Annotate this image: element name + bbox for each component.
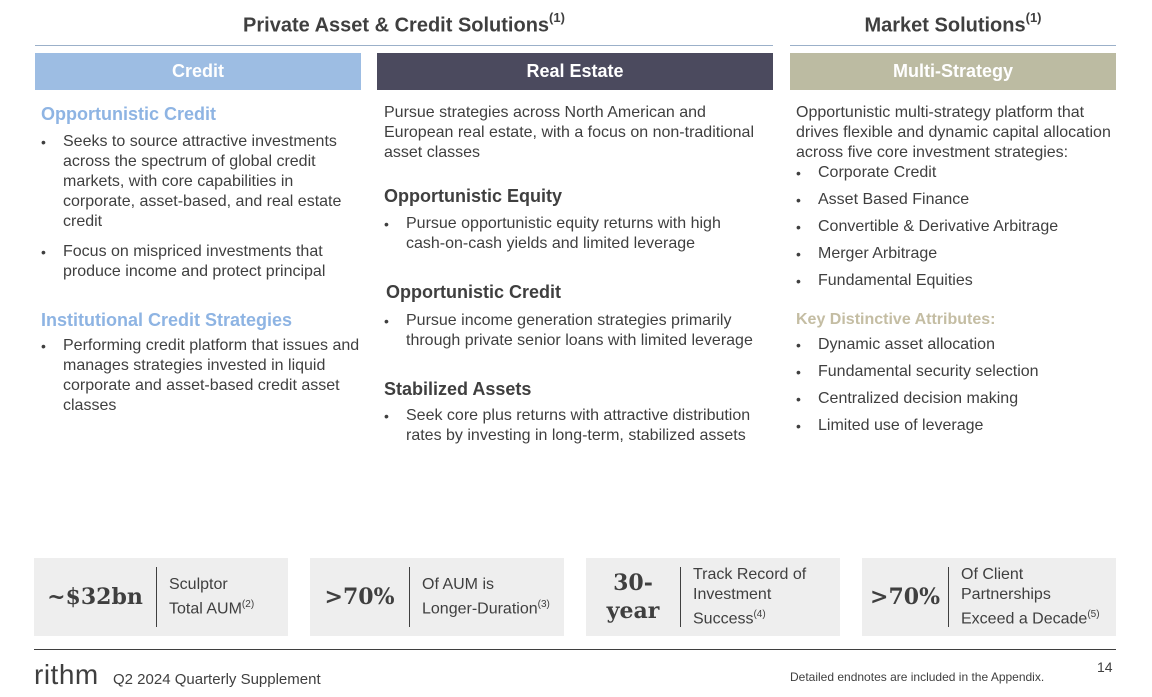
- stat-value: [586, 569, 680, 625]
- real-estate-header: Real Estate: [377, 53, 773, 90]
- stat-description: [410, 575, 550, 619]
- re-opportunistic-credit-title: Opportunistic Credit: [386, 282, 561, 302]
- market-section-title-text: Market Solutions: [864, 14, 1026, 37]
- private-section-rule: [35, 45, 773, 46]
- opportunistic-credit-title: Opportunistic Credit: [41, 104, 216, 124]
- list-item: • Merger Arbitrage: [796, 244, 1116, 264]
- private-section-note: (1): [549, 10, 565, 25]
- real-estate-column: [384, 103, 764, 446]
- list-item: • Corporate Credit: [796, 163, 1116, 183]
- stabilized-assets-list: [384, 406, 764, 446]
- market-section-title: [790, 12, 1116, 38]
- private-section-title: [35, 12, 773, 38]
- strategies-list: [796, 163, 1116, 291]
- stat-line: Partnerships: [961, 585, 1051, 603]
- stat-note: (4): [753, 608, 766, 620]
- stat-note: (5): [1087, 608, 1100, 620]
- multi-strategy-column: [796, 103, 1116, 436]
- stat-line: [961, 605, 1100, 629]
- stat-line: Investment: [693, 585, 772, 603]
- key-attributes-title: Key Distinctive Attributes:: [796, 311, 996, 328]
- opportunistic-equity-list: [384, 214, 764, 254]
- list-item: • Limited use of leverage: [796, 416, 1116, 436]
- list-item: • Asset Based Finance: [796, 190, 1116, 210]
- stat-line: Of Client: [961, 565, 1024, 583]
- stat-line-text: Success: [693, 610, 754, 628]
- list-item: • Performing credit platform that issues and manages strategies invested in liquid corporate and asset-based credit asset classes: [41, 336, 361, 416]
- stat-value: >70%: [324, 584, 395, 610]
- stat-description: [157, 575, 254, 619]
- stat-value-line: year: [606, 598, 660, 624]
- multi-strategy-intro: Opportunistic multi-strategy platform that drives flexible and dynamic capital allocation across five core investment strategies:: [796, 104, 1111, 161]
- multi-strategy-header: Multi-Strategy: [790, 53, 1116, 90]
- institutional-credit-list: [41, 336, 361, 416]
- list-item: • Pursue opportunistic equity returns with high cash-on-cash yields and limited leverage: [384, 214, 764, 254]
- stabilized-assets-title: Stabilized Assets: [384, 379, 532, 399]
- stat-line: [169, 595, 254, 619]
- market-section-note: (1): [1025, 10, 1042, 25]
- stat-line-text: Exceed a Decade: [961, 610, 1088, 628]
- stat-line-text: Total AUM: [169, 600, 242, 618]
- rithm-logo: rithm: [34, 659, 99, 690]
- list-item: • Fundamental Equities: [796, 271, 1116, 291]
- credit-header: Credit: [35, 53, 361, 90]
- opportunistic-equity-title: Opportunistic Equity: [384, 186, 562, 206]
- stat-box-duration: [310, 558, 564, 636]
- stat-note: (2): [241, 598, 255, 610]
- market-section-rule: [790, 45, 1116, 46]
- footer-rule: [34, 649, 1116, 650]
- list-item: • Convertible & Derivative Arbitrage: [796, 217, 1116, 237]
- stat-line-text: Longer-Duration: [422, 600, 538, 618]
- stat-description: [681, 565, 806, 629]
- re-opportunistic-credit-list: [384, 311, 764, 351]
- list-item: • Fundamental security selection: [796, 362, 1116, 382]
- institutional-credit-title: Institutional Credit Strategies: [41, 310, 293, 330]
- stat-value: ~$32bn: [47, 584, 143, 610]
- private-section-title-text: Private Asset & Credit Solutions: [243, 14, 550, 37]
- stat-description: [949, 565, 1100, 629]
- stat-line: Track Record of: [693, 565, 807, 583]
- stat-line: [693, 605, 806, 629]
- stat-line: Sculptor: [169, 575, 228, 593]
- list-item: • Focus on mispriced investments that produce income and protect principal: [41, 242, 361, 282]
- stat-line: Of AUM is: [422, 575, 495, 593]
- footer-endnote: Detailed endnotes are included in the Appendix.: [790, 670, 1045, 684]
- stat-box-aum: [34, 558, 288, 636]
- stat-note: (3): [537, 598, 550, 610]
- stat-value: >70%: [870, 584, 940, 610]
- stat-line: [422, 595, 550, 619]
- stat-box-partnerships: [862, 558, 1116, 636]
- list-item: • Seek core plus returns with attractive distribution rates by investing in long-term, stabilized assets: [384, 406, 764, 446]
- page-number: 14: [1097, 659, 1113, 675]
- stat-value-line: 30-: [613, 570, 653, 596]
- attributes-list: [796, 335, 1116, 436]
- list-item: • Centralized decision making: [796, 389, 1116, 409]
- footer-supplement: Q2 2024 Quarterly Supplement: [113, 671, 321, 688]
- credit-column: [41, 103, 361, 416]
- list-item: • Seeks to source attractive investments across the spectrum of global credit markets, with core capabilities in corporate, asset-based, and real estate credit: [41, 132, 361, 232]
- real-estate-intro: Pursue strategies across North American and European real estate, with a focus on non-traditional asset classes: [384, 104, 755, 161]
- opportunistic-credit-list: [41, 132, 361, 282]
- list-item: • Dynamic asset allocation: [796, 335, 1116, 355]
- stat-box-track-record: [586, 558, 840, 636]
- list-item: • Pursue income generation strategies primarily through private senior loans with limited leverage: [384, 311, 764, 351]
